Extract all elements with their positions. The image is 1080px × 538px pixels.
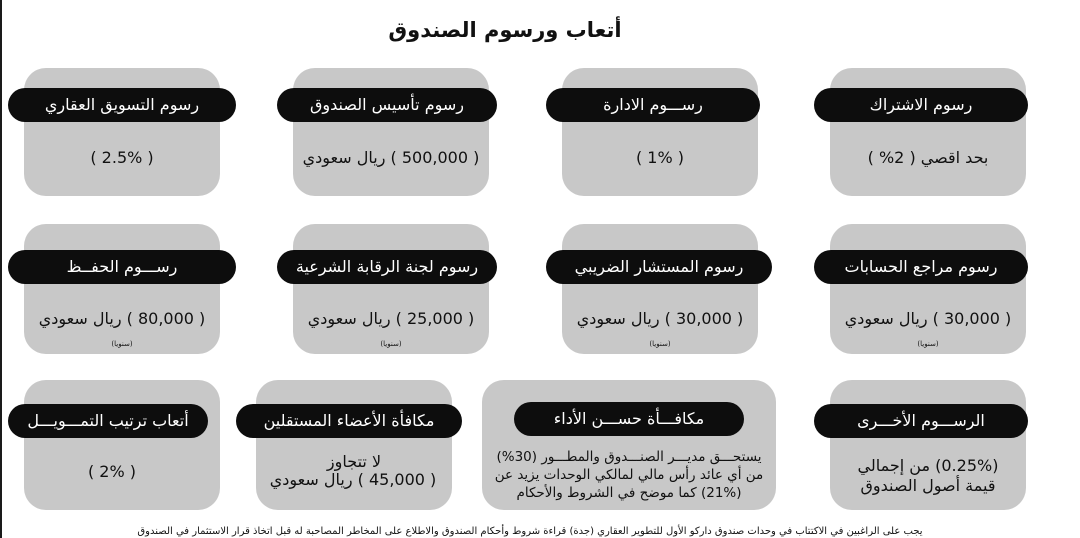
label-performance-fee: مكافـــأة حســـن الأداء bbox=[514, 402, 744, 436]
label-financing-arrangement-fee: أتعاب ترتيب التمـــويـــل bbox=[8, 404, 208, 438]
value-auditor-fee: ( 30,000 ) ريال سعودي bbox=[844, 309, 1012, 328]
label-independent-members-fee: مكافأة الأعضاء المستقلين bbox=[236, 404, 462, 438]
value-other-fees-line-1: (0.25%) من إجمالي bbox=[857, 456, 999, 475]
footer-disclaimer: يجب على الراغبين في الاكتتاب في وحدات صندوق داركو الأول للتطوير العقاري (جدة) قراءة شروط وأحكام الصندوق والاطلاع على المخاطر المصاحبة له قبل اتخاذ قرار الاستثمار في الصندوق bbox=[137, 526, 923, 537]
card-custody-fee bbox=[24, 224, 220, 354]
label-sharia-board-fee: رسوم لجنة الرقابة الشرعية bbox=[277, 250, 497, 284]
card-sharia-board-fee bbox=[293, 224, 489, 354]
label-management-fee: رســـوم الادارة bbox=[546, 88, 760, 122]
value-performance-fee-line-2: من أي عائد رأس مالي لمالكي الوحدات يزيد عن bbox=[494, 467, 764, 483]
value-management-fee: ( 1% ) bbox=[635, 148, 685, 167]
label-custody-fee: رســـوم الحفــظ bbox=[8, 250, 236, 284]
value-subscription-fee: بحد اقصي ( 2% ) bbox=[867, 148, 989, 167]
note-tax-advisor-fee: (سنويا) bbox=[649, 340, 671, 348]
value-custody-fee: ( 80,000 ) ريال سعودي bbox=[38, 309, 206, 328]
value-independent-members-fee-line-1: لا تتجاوز bbox=[326, 452, 382, 471]
card-financing-arrangement-fee bbox=[24, 380, 220, 510]
value-sharia-board-fee: ( 25,000 ) ريال سعودي bbox=[307, 309, 475, 328]
value-financing-arrangement-fee: ( 2% ) bbox=[87, 462, 137, 481]
page-left-border bbox=[0, 0, 2, 538]
note-auditor-fee: (سنويا) bbox=[917, 340, 939, 348]
card-auditor-fee bbox=[830, 224, 1026, 354]
label-marketing-fee: رسوم التسويق العقاري bbox=[8, 88, 236, 122]
note-sharia-board-fee: (سنويا) bbox=[380, 340, 402, 348]
label-establishment-fee: رسوم تأسيس الصندوق bbox=[277, 88, 497, 122]
label-subscription-fee: رسوم الاشتراك bbox=[814, 88, 1028, 122]
label-other-fees: الرســـوم الأخـــرى bbox=[814, 404, 1028, 438]
value-independent-members-fee-line-2: ( 45,000 ) ريال سعودي bbox=[269, 470, 437, 489]
page-title: أتعاب ورسوم الصندوق bbox=[388, 18, 622, 42]
value-other-fees-line-2: قيمة أصول الصندوق bbox=[860, 476, 996, 495]
value-marketing-fee: ( 2.5% ) bbox=[90, 148, 154, 167]
card-independent-members-fee bbox=[256, 380, 452, 510]
card-tax-advisor-fee bbox=[562, 224, 758, 354]
value-establishment-fee: ( 500,000 ) ريال سعودي bbox=[302, 148, 480, 167]
value-tax-advisor-fee: ( 30,000 ) ريال سعودي bbox=[576, 309, 744, 328]
label-auditor-fee: رسوم مراجع الحسابات bbox=[814, 250, 1028, 284]
note-custody-fee: (سنويا) bbox=[111, 340, 133, 348]
label-tax-advisor-fee: رسوم المستشار الضريبي bbox=[546, 250, 772, 284]
value-performance-fee-line-1: يستحـــق مديـــر الصنـــدوق والمطـــور (30%) bbox=[496, 449, 762, 465]
value-performance-fee-line-3: (21%) كما موضح في الشروط والأحكام bbox=[516, 485, 742, 501]
